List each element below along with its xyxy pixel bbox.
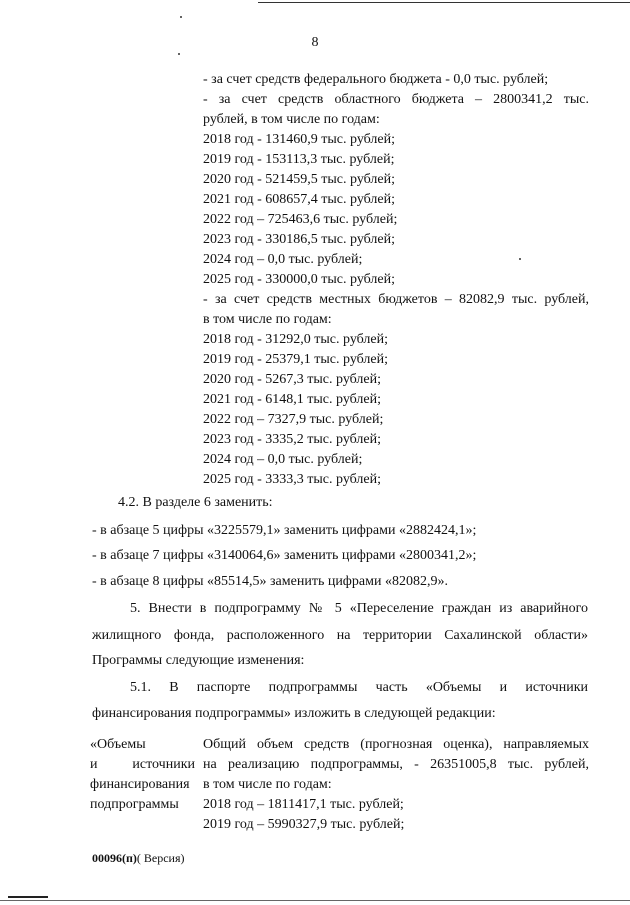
passport-label [90, 735, 205, 815]
scan-artifact-bottom-line [0, 900, 630, 901]
section-4-2-item: - в абзаце 5 цифры «3225579,1» заменить цифрами «2882424,1»; [92, 523, 477, 538]
passport-label-line: финансирования [90, 777, 190, 792]
scan-artifact-bottom-mark [8, 896, 48, 898]
passport-label-line: «Объемы [90, 737, 146, 752]
budget-line: 2024 год – 0,0 тыс. рублей; [203, 252, 363, 267]
scan-artifact-dot [178, 53, 180, 55]
page-number: 8 [311, 35, 319, 50]
section-4-2-item: - в абзаце 7 цифры «3140064,6» заменить цифрами «2800341,2»; [92, 548, 477, 563]
document-footer [92, 851, 185, 866]
budget-line: 2023 год - 3335,2 тыс. рублей; [203, 432, 382, 447]
budget-line: 2018 год - 131460,9 тыс. рублей; [203, 132, 396, 147]
scan-artifact-dot [180, 16, 182, 18]
section-4-2-item: - в абзаце 8 цифры «85514,5» заменить цифрами «82082,9». [92, 574, 448, 589]
scan-artifact-top-line [258, 2, 630, 3]
budget-line: 2021 год - 608657,4 тыс. рублей; [203, 192, 396, 207]
budget-line: 2020 год - 521459,5 тыс. рублей; [203, 172, 396, 187]
budget-line: в том числе по годам: [203, 312, 332, 327]
passport-value-line: Общий объем средств (прогнозная оценка), направляемых [203, 737, 589, 752]
document-version: ( Версия) [136, 851, 185, 865]
budget-line: - за счет средств местных бюджетов – 82082,9 тыс. рублей, [203, 292, 589, 307]
budget-line: 2019 год - 25379,1 тыс. рублей; [203, 352, 389, 367]
passport-label-line: подпрограммы [90, 797, 179, 812]
budget-line: рублей, в том числе по годам: [203, 112, 380, 127]
section-5-1-line: 5.1. В паспорте подпрограммы часть «Объемы и источники [130, 680, 588, 695]
passport-value-line: на реализацию подпрограммы, - 26351005,8 тыс. рублей, [203, 757, 589, 772]
budget-block [203, 70, 589, 490]
budget-line: 2019 год - 153113,3 тыс. рублей; [203, 152, 395, 167]
section-5-line: жилищного фонда, расположенного на территории Сахалинской области» [92, 628, 588, 643]
passport-value-line: 2019 год – 5990327,9 тыс. рублей; [203, 817, 405, 832]
section-5-line: Программы следующие изменения: [92, 653, 305, 668]
document-code: 00096(п) [92, 851, 137, 865]
budget-line: 2025 год - 330000,0 тыс. рублей; [203, 272, 396, 287]
budget-line: - за счет средств областного бюджета – 2800341,2 тыс. [203, 92, 589, 107]
budget-line: - за счет средств федерального бюджета - 0,0 тыс. рублей; [203, 72, 549, 87]
budget-line: 2022 год – 725463,6 тыс. рублей; [203, 212, 398, 227]
passport-value [203, 735, 589, 835]
passport-value-line: 2018 год – 1811417,1 тыс. рублей; [203, 797, 404, 812]
budget-line: 2020 год - 5267,3 тыс. рублей; [203, 372, 382, 387]
section-4-2-heading: 4.2. В разделе 6 заменить: [118, 495, 273, 510]
section-5-1-line: финансирования подпрограммы» изложить в следующей редакции: [92, 706, 496, 721]
budget-line: 2023 год - 330186,5 тыс. рублей; [203, 232, 396, 247]
budget-line: 2024 год – 0,0 тыс. рублей; [203, 452, 363, 467]
passport-label-line: и источники [90, 757, 195, 772]
budget-line: 2018 год - 31292,0 тыс. рублей; [203, 332, 389, 347]
budget-line: 2021 год - 6148,1 тыс. рублей; [203, 392, 382, 407]
budget-line: 2022 год – 7327,9 тыс. рублей; [203, 412, 384, 427]
budget-line: 2025 год - 3333,3 тыс. рублей; [203, 472, 382, 487]
section-5-line: 5. Внести в подпрограмму № 5 «Переселение граждан из аварийного [130, 601, 588, 616]
passport-value-line: в том числе по годам: [203, 777, 332, 792]
